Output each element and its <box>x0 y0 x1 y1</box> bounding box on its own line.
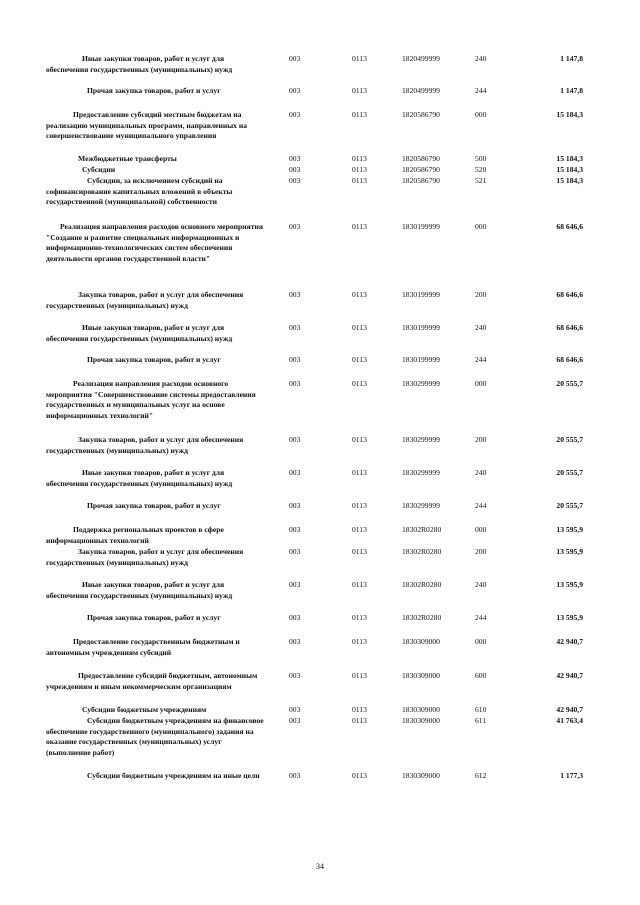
row-admin-code: 003 <box>289 355 301 364</box>
row-admin-code: 003 <box>289 110 301 119</box>
row-name: Иные закупки товаров, работ и услуг для обеспечения государственных (муниципальных) нужд <box>46 323 233 343</box>
row-section-code: 0113 <box>352 637 367 646</box>
row-amount: 68 646,6 <box>556 222 583 231</box>
row-expense-type: 240 <box>475 54 487 63</box>
row-admin-code: 003 <box>289 176 301 185</box>
row-amount: 13 595,9 <box>556 525 583 534</box>
row-expense-type: 240 <box>475 323 487 332</box>
row-expense-type: 244 <box>475 501 487 510</box>
row-name: Реализация направления расходов основного мероприятия "Совершенствование системы предоставления государственных и муниципальных услуг на основе информационных технологий" <box>46 379 256 420</box>
row-amount: 1 147,8 <box>560 86 583 95</box>
row-admin-code: 003 <box>289 54 301 63</box>
row-amount: 20 555,7 <box>556 501 583 510</box>
row-expense-type: 244 <box>475 613 487 622</box>
row-name: Закупка товаров, работ и услуг для обеспечения государственных (муниципальных) нужд <box>46 547 244 567</box>
row-name: Иные закупки товаров, работ и услуг для обеспечения государственных (муниципальных) нужд <box>46 580 233 600</box>
row-name: Межбюджетные трансферты <box>78 154 177 163</box>
row-target-code: 1820499999 <box>402 86 440 95</box>
row-amount: 15 184,3 <box>556 165 583 174</box>
page-number: 34 <box>316 862 324 871</box>
row-expense-type: 000 <box>475 379 487 388</box>
row-name: Субсидии бюджетным учреждениям <box>82 705 207 714</box>
row-admin-code: 003 <box>289 547 301 556</box>
row-section-code: 0113 <box>352 176 367 185</box>
row-admin-code: 003 <box>289 435 301 444</box>
row-target-code: 1830299999 <box>402 468 440 477</box>
row-section-code: 0113 <box>352 580 367 589</box>
row-name: Реализация направления расходов основного мероприятия "Создание и развитие специальных информационных и информационно-технологических систем обеспечения деятельности органов государственной власти" <box>46 222 263 263</box>
row-admin-code: 003 <box>289 379 301 388</box>
row-section-code: 0113 <box>352 86 367 95</box>
row-target-code: 1820586790 <box>402 165 440 174</box>
row-admin-code: 003 <box>289 705 301 714</box>
row-expense-type: 200 <box>475 435 487 444</box>
row-amount: 68 646,6 <box>556 290 583 299</box>
row-target-code: 1830199999 <box>402 355 440 364</box>
row-expense-type: 610 <box>475 705 487 714</box>
row-name: Предоставление субсидий местным бюджетам на реализацию муниципальных программ, направленных на совершенствование муниципального управления <box>46 110 248 141</box>
row-target-code: 18302R0280 <box>402 525 442 534</box>
row-name: Субсидии, за исключением субсидий на софинансирование капитальных вложений в объекты государственной (муниципальной) собственности <box>46 176 233 207</box>
row-section-code: 0113 <box>352 222 367 231</box>
row-target-code: 1830309000 <box>402 771 440 780</box>
row-amount: 15 184,3 <box>556 176 583 185</box>
row-admin-code: 003 <box>289 222 301 231</box>
row-target-code: 1830309000 <box>402 671 440 680</box>
row-section-code: 0113 <box>352 613 367 622</box>
row-admin-code: 003 <box>289 613 301 622</box>
row-amount: 15 184,3 <box>556 110 583 119</box>
row-section-code: 0113 <box>352 501 367 510</box>
row-expense-type: 521 <box>475 176 487 185</box>
row-expense-type: 200 <box>475 290 487 299</box>
row-admin-code: 003 <box>289 637 301 646</box>
row-name: Иные закупки товаров, работ и услуг для обеспечения государственных (муниципальных) нужд <box>46 54 233 74</box>
row-target-code: 1830299999 <box>402 379 440 388</box>
row-name: Субсидии бюджетным учреждениям на иные цели <box>87 771 260 780</box>
row-target-code: 1830199999 <box>402 290 440 299</box>
row-amount: 20 555,7 <box>556 379 583 388</box>
row-expense-type: 600 <box>475 671 487 680</box>
row-admin-code: 003 <box>289 86 301 95</box>
row-admin-code: 003 <box>289 771 301 780</box>
row-target-code: 1830309000 <box>402 637 440 646</box>
row-name: Субсидии <box>82 165 116 174</box>
row-section-code: 0113 <box>352 379 367 388</box>
row-amount: 42 940,7 <box>556 705 583 714</box>
row-section-code: 0113 <box>352 525 367 534</box>
row-section-code: 0113 <box>352 671 367 680</box>
row-admin-code: 003 <box>289 580 301 589</box>
row-expense-type: 520 <box>475 165 487 174</box>
row-target-code: 1830309000 <box>402 705 440 714</box>
row-amount: 41 763,4 <box>556 716 583 725</box>
row-expense-type: 244 <box>475 355 487 364</box>
row-admin-code: 003 <box>289 154 301 163</box>
row-target-code: 18302R0280 <box>402 547 442 556</box>
row-target-code: 1820499999 <box>402 54 440 63</box>
row-target-code: 1820586790 <box>402 110 440 119</box>
row-expense-type: 000 <box>475 525 487 534</box>
row-amount: 42 940,7 <box>556 671 583 680</box>
row-section-code: 0113 <box>352 468 367 477</box>
row-name: Прочая закупка товаров, работ и услуг <box>87 355 221 364</box>
row-name: Прочая закупка товаров, работ и услуг <box>87 613 221 622</box>
row-admin-code: 003 <box>289 165 301 174</box>
row-name: Субсидии бюджетным учреждениям на финансовое обеспечение государственного (муниципального) задания на оказание государственных (муниципальных) услуг (выполнение работ) <box>46 716 264 757</box>
row-name: Иные закупки товаров, работ и услуг для обеспечения государственных (муниципальных) нужд <box>46 468 233 488</box>
row-expense-type: 200 <box>475 547 487 556</box>
row-section-code: 0113 <box>352 435 367 444</box>
row-amount: 1 147,8 <box>560 54 583 63</box>
row-section-code: 0113 <box>352 154 367 163</box>
row-name: Предоставление государственным бюджетным и автономным учреждениям субсидий <box>46 637 240 657</box>
row-amount: 15 184,3 <box>556 154 583 163</box>
row-section-code: 0113 <box>352 323 367 332</box>
row-expense-type: 000 <box>475 110 487 119</box>
row-section-code: 0113 <box>352 716 367 725</box>
row-admin-code: 003 <box>289 525 301 534</box>
row-expense-type: 000 <box>475 637 487 646</box>
row-amount: 42 940,7 <box>556 637 583 646</box>
row-expense-type: 240 <box>475 468 487 477</box>
row-expense-type: 612 <box>475 771 487 780</box>
row-section-code: 0113 <box>352 165 367 174</box>
row-name: Закупка товаров, работ и услуг для обеспечения государственных (муниципальных) нужд <box>46 435 244 455</box>
row-target-code: 18302R0280 <box>402 580 442 589</box>
row-section-code: 0113 <box>352 110 367 119</box>
row-amount: 1 177,3 <box>560 771 583 780</box>
row-name: Закупка товаров, работ и услуг для обеспечения государственных (муниципальных) нужд <box>46 290 244 310</box>
row-section-code: 0113 <box>352 547 367 556</box>
row-section-code: 0113 <box>352 290 367 299</box>
row-admin-code: 003 <box>289 671 301 680</box>
row-expense-type: 000 <box>475 222 487 231</box>
row-expense-type: 240 <box>475 580 487 589</box>
row-amount: 13 595,9 <box>556 580 583 589</box>
row-amount: 13 595,9 <box>556 547 583 556</box>
row-admin-code: 003 <box>289 501 301 510</box>
row-section-code: 0113 <box>352 355 367 364</box>
row-amount: 20 555,7 <box>556 468 583 477</box>
row-expense-type: 611 <box>475 716 487 725</box>
row-target-code: 18302R0280 <box>402 613 442 622</box>
row-name: Прочая закупка товаров, работ и услуг <box>87 501 221 510</box>
row-target-code: 1830299999 <box>402 435 440 444</box>
row-admin-code: 003 <box>289 468 301 477</box>
row-amount: 68 646,6 <box>556 355 583 364</box>
row-name: Поддержка региональных проектов в сфере информационных технологий <box>46 525 224 545</box>
row-admin-code: 003 <box>289 323 301 332</box>
row-amount: 68 646,6 <box>556 323 583 332</box>
row-section-code: 0113 <box>352 54 367 63</box>
row-target-code: 1820586790 <box>402 176 440 185</box>
row-target-code: 1830309000 <box>402 716 440 725</box>
row-section-code: 0113 <box>352 771 367 780</box>
row-admin-code: 003 <box>289 716 301 725</box>
row-target-code: 1830299999 <box>402 501 440 510</box>
row-name: Предоставление субсидий бюджетным, автономным учреждениям и иным некоммерческим организациям <box>46 671 258 691</box>
row-section-code: 0113 <box>352 705 367 714</box>
row-target-code: 1830199999 <box>402 222 440 231</box>
row-amount: 20 555,7 <box>556 435 583 444</box>
row-admin-code: 003 <box>289 290 301 299</box>
row-expense-type: 244 <box>475 86 487 95</box>
row-expense-type: 500 <box>475 154 487 163</box>
row-name: Прочая закупка товаров, работ и услуг <box>87 86 221 95</box>
row-target-code: 1830199999 <box>402 323 440 332</box>
row-target-code: 1820586790 <box>402 154 440 163</box>
row-amount: 13 595,9 <box>556 613 583 622</box>
